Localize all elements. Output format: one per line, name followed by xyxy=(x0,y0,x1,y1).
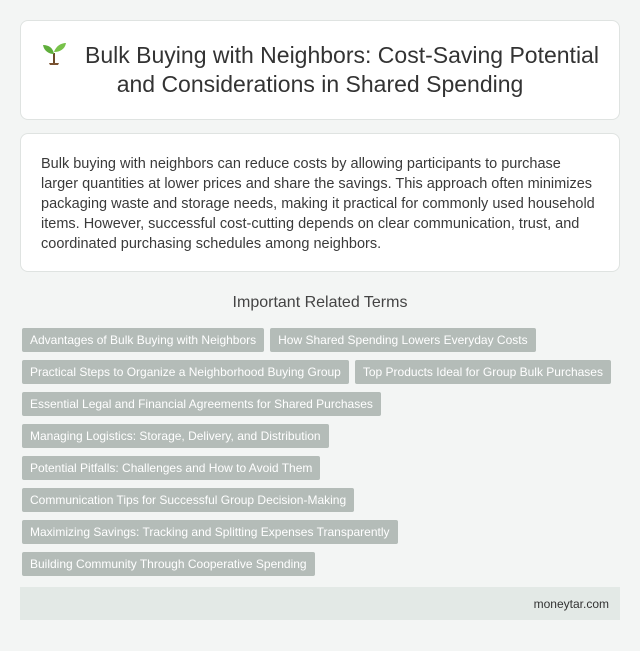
footer-site-name: moneytar.com xyxy=(533,596,609,611)
seedling-icon xyxy=(41,41,67,65)
related-term-tag[interactable]: Top Products Ideal for Group Bulk Purchases xyxy=(355,360,611,384)
related-term-tag[interactable]: Building Community Through Cooperative Spending xyxy=(22,552,315,576)
related-term-tag[interactable]: Essential Legal and Financial Agreements for Shared Purchases xyxy=(22,392,381,416)
related-term-tag[interactable]: Communication Tips for Successful Group Decision-Making xyxy=(22,488,354,512)
related-term-tag[interactable]: Practical Steps to Organize a Neighborhood Buying Group xyxy=(22,360,349,384)
page-title-text: Bulk Buying with Neighbors: Cost-Saving Potential and Considerations in Shared Spending xyxy=(85,42,599,97)
summary-card xyxy=(20,133,620,272)
related-term-tag[interactable]: Managing Logistics: Storage, Delivery, and Distribution xyxy=(22,424,329,448)
summary-text: Bulk buying with neighbors can reduce costs by allowing participants to purchase larger quantities at lower prices and share the savings. This approach often minimizes packaging waste and storage needs, making it practical for commonly used household items. However, successful cost-cutting depends on clear communication, trust, and coordinated purchasing schedules among neighbors. xyxy=(41,156,595,252)
related-terms-heading: Important Related Terms xyxy=(232,294,408,311)
related-terms-list xyxy=(22,328,618,576)
title-card xyxy=(20,20,620,120)
related-term-tag[interactable]: How Shared Spending Lowers Everyday Costs xyxy=(270,328,535,352)
related-term-tag[interactable]: Maximizing Savings: Tracking and Splitting Expenses Transparently xyxy=(22,520,398,544)
page-title xyxy=(41,41,599,99)
related-term-tag[interactable]: Advantages of Bulk Buying with Neighbors xyxy=(22,328,264,352)
footer xyxy=(20,587,620,620)
related-term-tag[interactable]: Potential Pitfalls: Challenges and How to Avoid Them xyxy=(22,456,320,480)
